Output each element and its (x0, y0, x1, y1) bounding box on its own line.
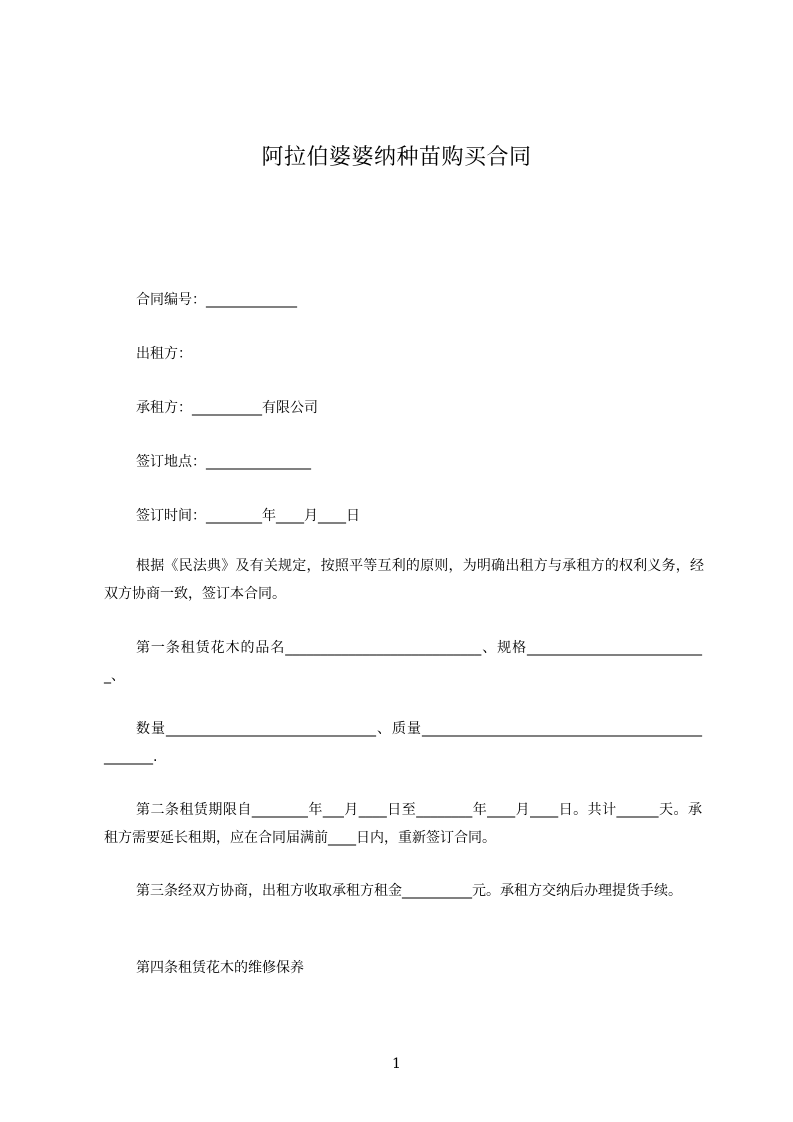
signing-date-line: 签订时间：________年____月____日 (136, 508, 360, 524)
contract-number-line: 合同编号：_____________ (136, 292, 297, 308)
article-3-paragraph: 第三条经双方协商，出租方收取承租方租金__________元。承租方交纳后办理提货手续。 (136, 883, 682, 899)
lessor-line: 出租方： (136, 346, 192, 362)
article-4-heading: 第四条租赁花木的维修保养 (136, 960, 304, 976)
lessee-line: 承租方：__________有限公司 (136, 400, 318, 416)
article-2-paragraph: 第二条租赁期限自________年___月____日至________年____月____日。共计______天。承租方需要延长租期，应在合同届满前____日内，重新签订合同。 (104, 802, 702, 846)
article-1-quantity-paragraph: 数量______________________________、质量_______________________________________________. (104, 721, 702, 765)
preamble-paragraph: 根据《民法典》及有关规定，按照平等互利的原则，为明确出租方与承租方的权利义务，经双方协商一致，签订本合同。 (104, 558, 704, 602)
contract-title: 阿拉伯婆婆纳种苗购买合同 (261, 145, 532, 170)
page-number: 1 (392, 1056, 401, 1072)
article-1-paragraph: 第一条租赁花木的品名____________________________、规格__________________________、 (104, 640, 702, 684)
signing-place-line: 签订地点：_______________ (136, 454, 311, 470)
